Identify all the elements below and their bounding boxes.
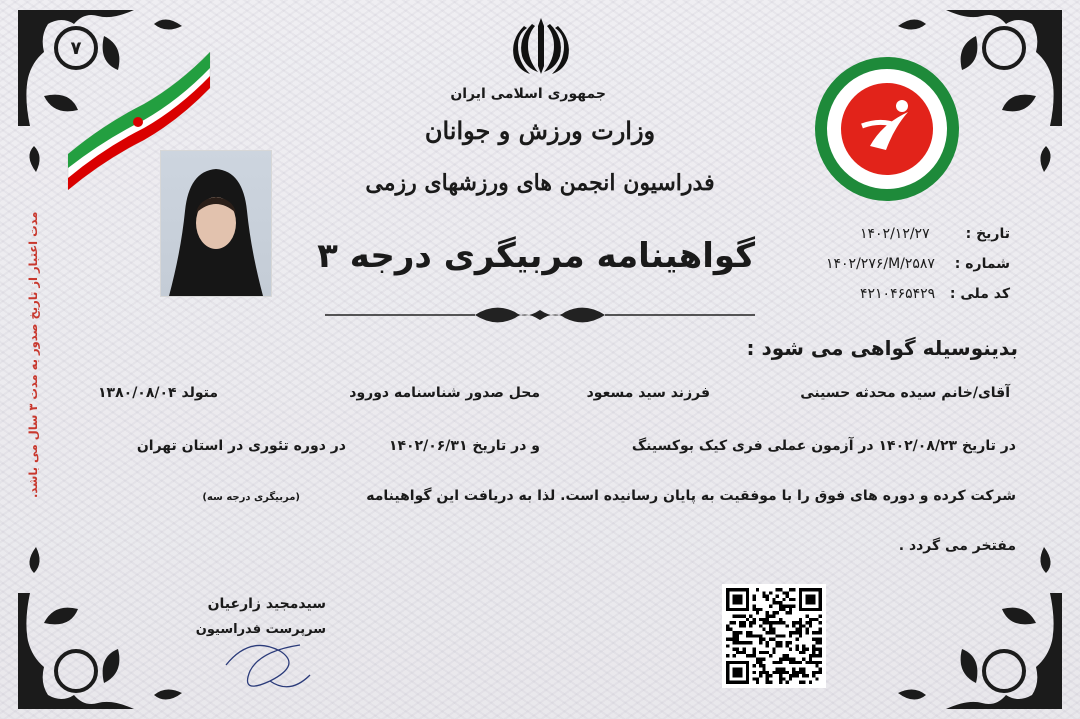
national-code-value: ۴۲۱۰۴۶۵۴۲۹ <box>860 286 936 302</box>
svg-text:۷: ۷ <box>70 38 82 59</box>
federation-text: فدراسیون انجمن های ورزشهای رزمی <box>365 170 715 196</box>
qr-code-icon <box>722 584 826 688</box>
validity-note: مدت اعتبار از تاریخ صدور به مدت ۳ سال می باشد. <box>26 211 40 498</box>
iran-emblem-icon <box>508 16 574 78</box>
number-value: ۱۴۰۲/۲۷۶/M/۲۵۸۷ <box>826 256 935 272</box>
body-line-4: مفتخر می گردد . <box>898 538 1016 554</box>
signer-role: سرپرست فدراسیون <box>195 622 326 637</box>
republic-text: جمهوری اسلامی ایران <box>450 86 606 102</box>
national-code-label: کد ملی : <box>949 286 1010 302</box>
date-value: ۱۴۰۲/۱۲/۲۷ <box>860 226 930 242</box>
signer-name: سیدمجید زارعیان <box>207 596 326 612</box>
number-label: شماره : <box>954 256 1010 272</box>
theory-course: در دوره تئوری در استان تهران <box>136 438 346 454</box>
corner-ornament-icon <box>14 513 214 713</box>
father-name: فرزند سید مسعود <box>586 385 710 401</box>
divider-ornament-icon <box>325 302 755 328</box>
theory-date: و در تاریخ ۱۴۰۲/۰۶/۳۱ <box>388 438 540 454</box>
birth-date: متولد ۱۳۸۰/۰۸/۰۴ <box>98 385 218 401</box>
body-line-3: شرکت کرده و دوره های فوق را با موفقیت به پایان رسانیده است. لذا به دریافت این گواهینامه <box>366 488 1016 504</box>
holder-name: آقای/خانم سیده محدثه حسینی <box>800 385 1010 401</box>
practical-exam: در تاریخ ۱۴۰۲/۰۸/۲۳ در آزمون عملی فری کیک بوکسینگ <box>631 438 1016 454</box>
profile-photo <box>160 150 272 297</box>
ministry-text: وزارت ورزش و جوانان <box>424 116 656 145</box>
certificate-title: گواهینامه مربیگری درجه ۳ <box>317 236 755 276</box>
certify-text: بدینوسیله گواهی می شود : <box>746 336 1018 360</box>
degree-note: (مربیگری درجه سه) <box>202 492 300 503</box>
signature <box>210 615 330 705</box>
issue-place: محل صدور شناسنامه دورود <box>349 385 540 401</box>
date-label: تاریخ : <box>965 226 1010 242</box>
federation-logo-icon <box>812 54 962 204</box>
